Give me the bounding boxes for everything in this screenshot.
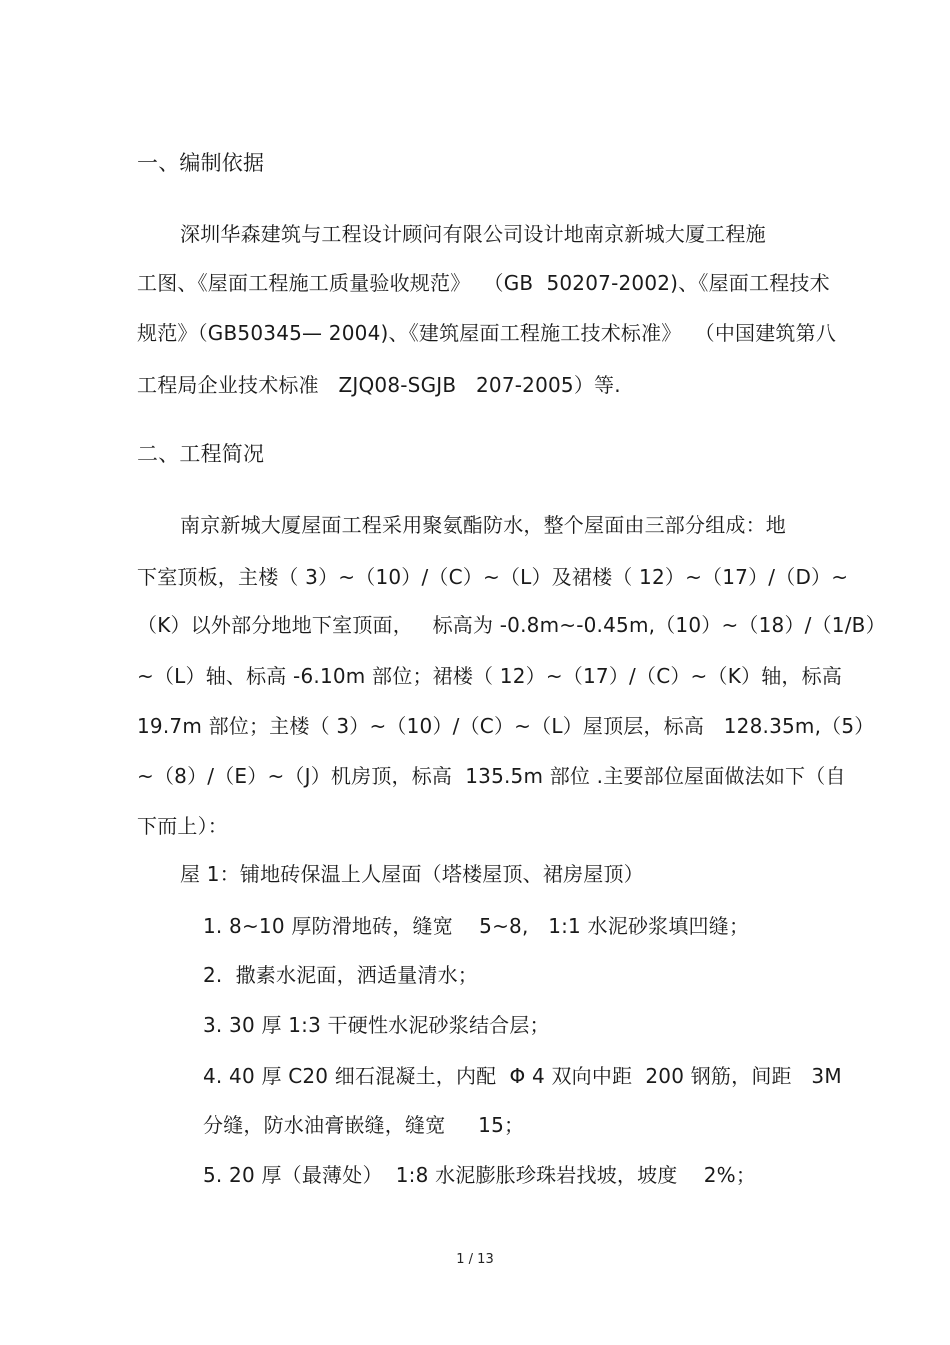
section-heading-overview: 二、工程简况	[137, 442, 265, 466]
page-number: 1 / 13	[456, 1252, 494, 1267]
roof1-title: 屋 1：铺地砖保温上人屋面（塔楼屋顶、裙房屋顶）	[180, 862, 644, 886]
paragraph-line: （K）以外部分地地下室顶面， 标高为 -0.8m~-0.45m,（10）~（18）/（1/B）	[137, 613, 886, 637]
paragraph-line: ~（L）轴、标高 -6.10m 部位；裙楼（ 12）~（17）/（C）~（K）轴，标高	[137, 664, 843, 688]
list-item: 4. 40 厚 C20 细石混凝土，内配 Φ 4 双向中距 200 钢筋，间距 3M	[203, 1064, 842, 1088]
paragraph-line: 规范》（GB50345— 2004)、《建筑屋面工程施工技术标准》 （中国建筑第八	[137, 321, 837, 345]
paragraph-line: 工图、《屋面工程施工质量验收规范》 （GB 50207-2002)、《屋面工程技术	[137, 271, 830, 295]
paragraph-line: ~（8）/（E）~（J）机房顶，标高 135.5m 部位 .主要部位屋面做法如下（自	[137, 764, 846, 788]
paragraph-line: 下室顶板，主楼（ 3）~（10）/（C）~（L）及裙楼（ 12）~（17）/（D）~	[137, 565, 849, 589]
list-item: 3. 30 厚 1:3 干硬性水泥砂浆结合层；	[203, 1013, 550, 1037]
section-heading-basis: 一、编制依据	[137, 151, 265, 175]
list-item: 分缝，防水油膏嵌缝，缝宽 15；	[203, 1113, 525, 1137]
paragraph-line: 深圳华森建筑与工程设计顾问有限公司设计地南京新城大厦工程施	[180, 222, 766, 246]
paragraph-line: 19.7m 部位；主楼（ 3）~（10）/（C）~（L）屋顶层，标高 128.35m,（5）	[137, 714, 875, 738]
list-item: 5. 20 厚（最薄处） 1:8 水泥膨胀珍珠岩找坡，坡度 2%；	[203, 1163, 757, 1187]
paragraph-line: 下而上）：	[137, 814, 228, 838]
paragraph-line: 南京新城大厦屋面工程采用聚氨酯防水，整个屋面由三部分组成：地	[180, 513, 786, 537]
paragraph-line: 工程局企业技术标准 ZJQ08-SGJB 207-2005）等.	[137, 373, 621, 397]
list-item: 1. 8~10 厚防滑地砖，缝宽 5~8, 1:1 水泥砂浆填凹缝；	[203, 914, 750, 938]
list-item: 2. 撒素水泥面，洒适量清水；	[203, 963, 478, 987]
